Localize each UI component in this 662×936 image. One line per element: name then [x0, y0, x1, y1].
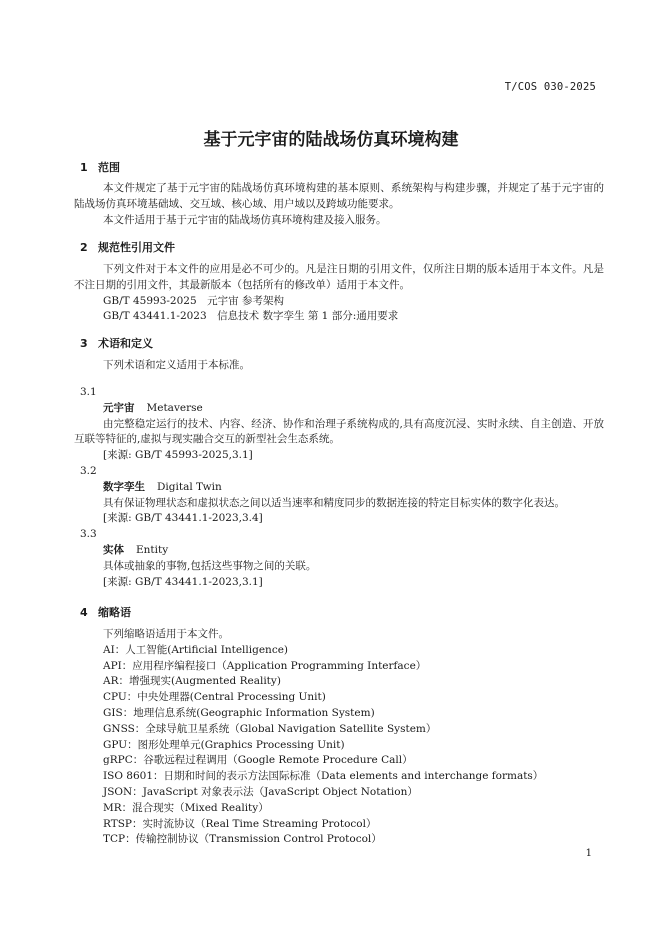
term-definition: 具体或抽象的事物,包括这些事物之间的关联。: [103, 559, 317, 572]
section-1-body: [74, 181, 604, 228]
section-title: 范围: [98, 161, 120, 174]
term-number: 3.1: [80, 386, 97, 398]
abbreviation-item: JSON：JavaScript 对象表示法（JavaScript Object Notation）: [103, 785, 418, 798]
document-title: 基于元宇宙的陆战场仿真环境构建: [203, 130, 459, 150]
section-number: 4: [80, 606, 88, 619]
abbreviation-item: RTSP：实时流协议（Real Time Streaming Protocol）: [103, 817, 377, 830]
abbreviation-item: AR：增强现实(Augmented Reality): [103, 675, 281, 688]
section-3-intro: [74, 358, 604, 374]
abbreviation-item: gRPC：谷歌远程过程调用（Google Remote Procedure Call）: [103, 754, 413, 767]
abbreviation-item: GNSS：全球导航卫星系统（Global Navigation Satellite System）: [103, 722, 437, 735]
section-title: 缩略语: [98, 606, 131, 619]
term-source: [来源: GB/T 43441.1-2023,3.4]: [103, 512, 263, 525]
paragraph: 下列术语和定义适用于本标准。: [103, 359, 250, 371]
section-title: 规范性引用文件: [98, 241, 175, 254]
term-name: 元宇宙: [103, 401, 135, 414]
paragraph: 下列缩略语适用于本文件。: [103, 628, 229, 640]
term-definition: 由完整稳定运行的技术、内容、经济、协作和治理子系统构成的,具有高度沉浸、实时永续、自主创造、开放互联等特征的,虚拟与现实融合交互的新型社会生态系统。: [74, 417, 604, 446]
term-number: 3.2: [80, 464, 97, 477]
section-number: 2: [80, 241, 88, 254]
section-number: 1: [80, 161, 88, 174]
section-2-body: [74, 262, 604, 325]
paragraph: 下列文件对于本文件的应用是必不可少的。凡是注日期的引用文件，仅所注日期的版本适用于本文件。凡是不注日期的引用文件，其最新版本（包括所有的修改单）适用于本文件。: [74, 263, 604, 291]
abbreviation-item: GIS：地理信息系统(Geographic Information System): [103, 706, 375, 719]
term-name: 数字孪生: [103, 480, 145, 493]
section-3-heading: [80, 335, 153, 351]
abbreviation-item: MR：混合现实（Mixed Reality）: [103, 801, 269, 814]
abbreviation-item: GPU：图形处理单元(Graphics Processing Unit): [103, 738, 345, 751]
section-4-heading: [80, 604, 131, 620]
section-2-heading: [80, 239, 175, 255]
term-entry: [74, 385, 604, 464]
term-name: 实体: [103, 543, 124, 556]
page-number: 1: [585, 848, 592, 859]
paragraph: 本文件规定了基于元宇宙的陆战场仿真环境构建的基本原则、系统架构与构建步骤，并规定了基于元宇宙的陆战场仿真环境基础域、交互域、核心域、用户域以及跨域功能要求。: [74, 182, 604, 210]
term-english: Digital Twin: [157, 480, 222, 493]
term-english: Metaverse: [146, 401, 203, 414]
term-number: 3.3: [80, 528, 97, 541]
term-source: [来源: GB/T 43441.1-2023,3.1]: [103, 575, 263, 588]
term-english: Entity: [136, 543, 169, 556]
abbreviation-item: ISO 8601：日期和时间的表示方法国际标准（Data elements and interchange formats）: [103, 770, 544, 783]
section-1-heading: [80, 159, 120, 175]
abbreviation-item: CPU：中央处理器(Central Processing Unit): [103, 691, 326, 704]
reference-item: GB/T 43441.1-2023 信息技术 数字孪生 第 1 部分:通用要求: [103, 310, 399, 323]
term-entry: [74, 464, 604, 527]
term-definition: 具有保证物理状态和虚拟状态之间以适当速率和精度同步的数据连接的特定目标实体的数字化表达。: [103, 496, 565, 509]
term-entry: [74, 527, 604, 590]
section-title: 术语和定义: [98, 337, 153, 350]
term-source: [来源: GB/T 45993-2025,3.1]: [103, 449, 253, 462]
reference-item: GB/T 45993-2025 元宇宙 参考架构: [103, 294, 284, 307]
section-number: 3: [80, 337, 88, 350]
abbreviations-list: [74, 627, 604, 848]
standard-code: T/COS 030-2025: [504, 81, 596, 93]
abbreviation-item: TCP：传输控制协议（Transmission Control Protocol）: [103, 833, 382, 846]
abbreviation-item: API：应用程序编程接口（Application Programming Interface）: [103, 659, 427, 672]
terms-list: [74, 385, 604, 590]
paragraph: 本文件适用于基于元宇宙的陆战场仿真环境构建及接入服务。: [103, 213, 387, 226]
abbreviation-item: AI：人工智能(Artificial Intelligence): [103, 643, 289, 656]
